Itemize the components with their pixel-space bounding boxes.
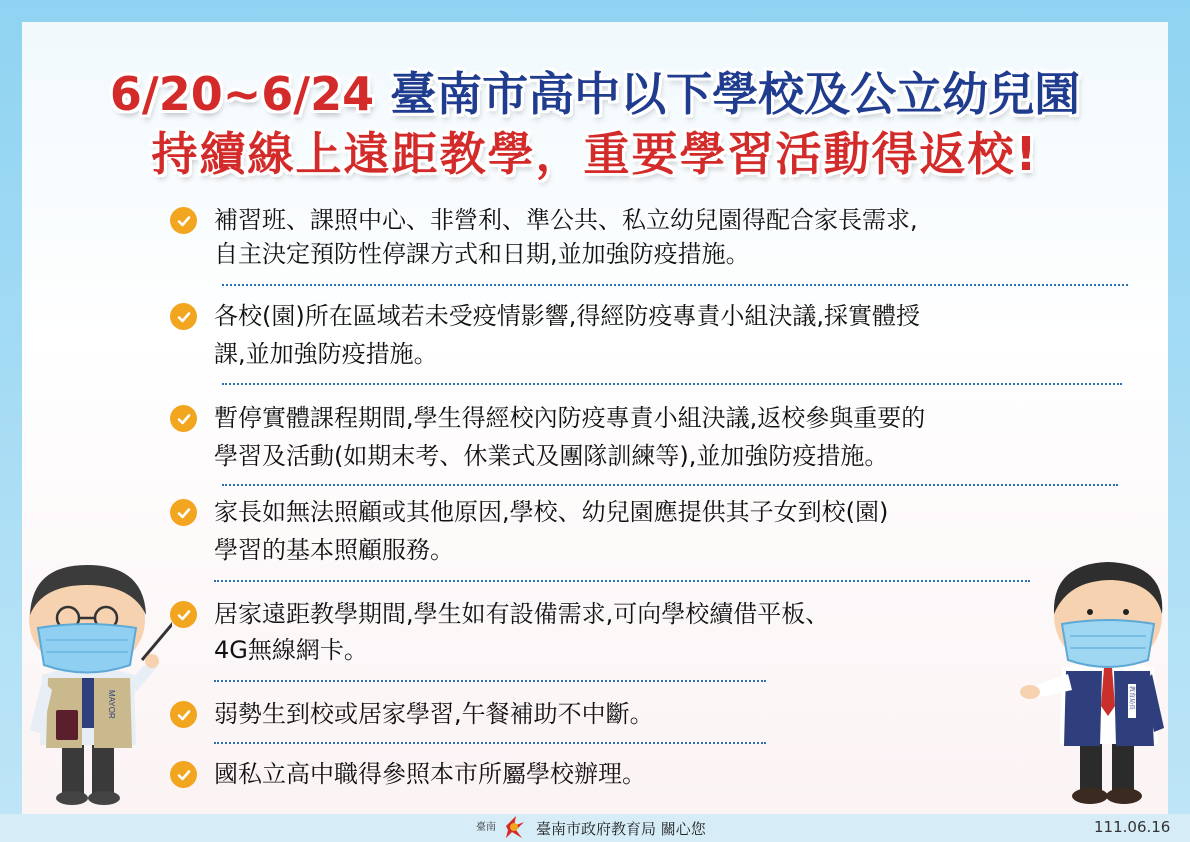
check-circle-icon [170, 499, 197, 526]
city-logo-icon [476, 812, 528, 840]
divider [214, 680, 766, 682]
check-circle-icon [170, 601, 197, 628]
check-circle-icon [170, 207, 197, 234]
divider [222, 284, 1128, 286]
item-line-1: 補習班、課照中心、非營利、準公共、私立幼兒園得配合家長需求, [214, 206, 918, 234]
city-logo-text: 臺南 [476, 822, 496, 833]
divider [222, 484, 1118, 486]
title-date-range: 6/20~6/24 [109, 67, 375, 121]
item-line-1: 居家遠距教學期間,學生如有設備需求,可向學校續借平板、 [214, 600, 830, 628]
check-circle-icon [170, 761, 197, 788]
item-line-2: 自主決定預防性停課方式和日期,並加強防疫措施。 [214, 240, 750, 268]
item-line-1: 暫停實體課程期間,學生得經校內防疫專責小組決議,返校參與重要的 [214, 404, 926, 432]
divider [222, 383, 1122, 385]
item-line-1: 家長如無法照顧或其他原因,學校、幼兒園應提供其子女到校(園) [214, 498, 889, 526]
check-circle-icon [170, 701, 197, 728]
item-line-1: 國私立高中職得參照本市所屬學校辦理。 [214, 760, 646, 788]
vest-text: MAYOR [107, 690, 116, 719]
divider [214, 580, 1030, 582]
item-line-2: 學習的基本照顧服務。 [214, 536, 454, 564]
check-circle-icon [170, 405, 197, 432]
footer-organization: 臺南市政府教育局 關心您 [536, 820, 706, 838]
footer-date: 111.06.16 [1094, 818, 1171, 836]
title-text-line-1: 臺南市高中以下學校及公立幼兒園 [390, 67, 1081, 121]
check-circle-icon [170, 303, 197, 330]
mayor-illustration [12, 560, 172, 810]
item-line-1: 弱勢生到校或居家學習,午餐補助不中斷。 [214, 700, 654, 728]
title-line-1 [0, 58, 1190, 124]
item-line-2: 課,並加強防疫措施。 [214, 340, 438, 368]
director-illustration [1020, 556, 1180, 810]
badge-text: 教育局長 [1128, 686, 1134, 711]
item-line-1: 各校(園)所在區域若未受疫情影響,得經防疫專責小組決議,採實體授 [214, 302, 920, 330]
item-line-2: 學習及活動(如期末考、休業式及團隊訓練等),並加強防疫措施。 [214, 442, 889, 470]
item-line-2: 4G無線網卡。 [214, 636, 368, 664]
divider [214, 742, 766, 744]
title-line-2: 持續線上遠距教學，重要學習活動得返校! [151, 127, 1039, 181]
